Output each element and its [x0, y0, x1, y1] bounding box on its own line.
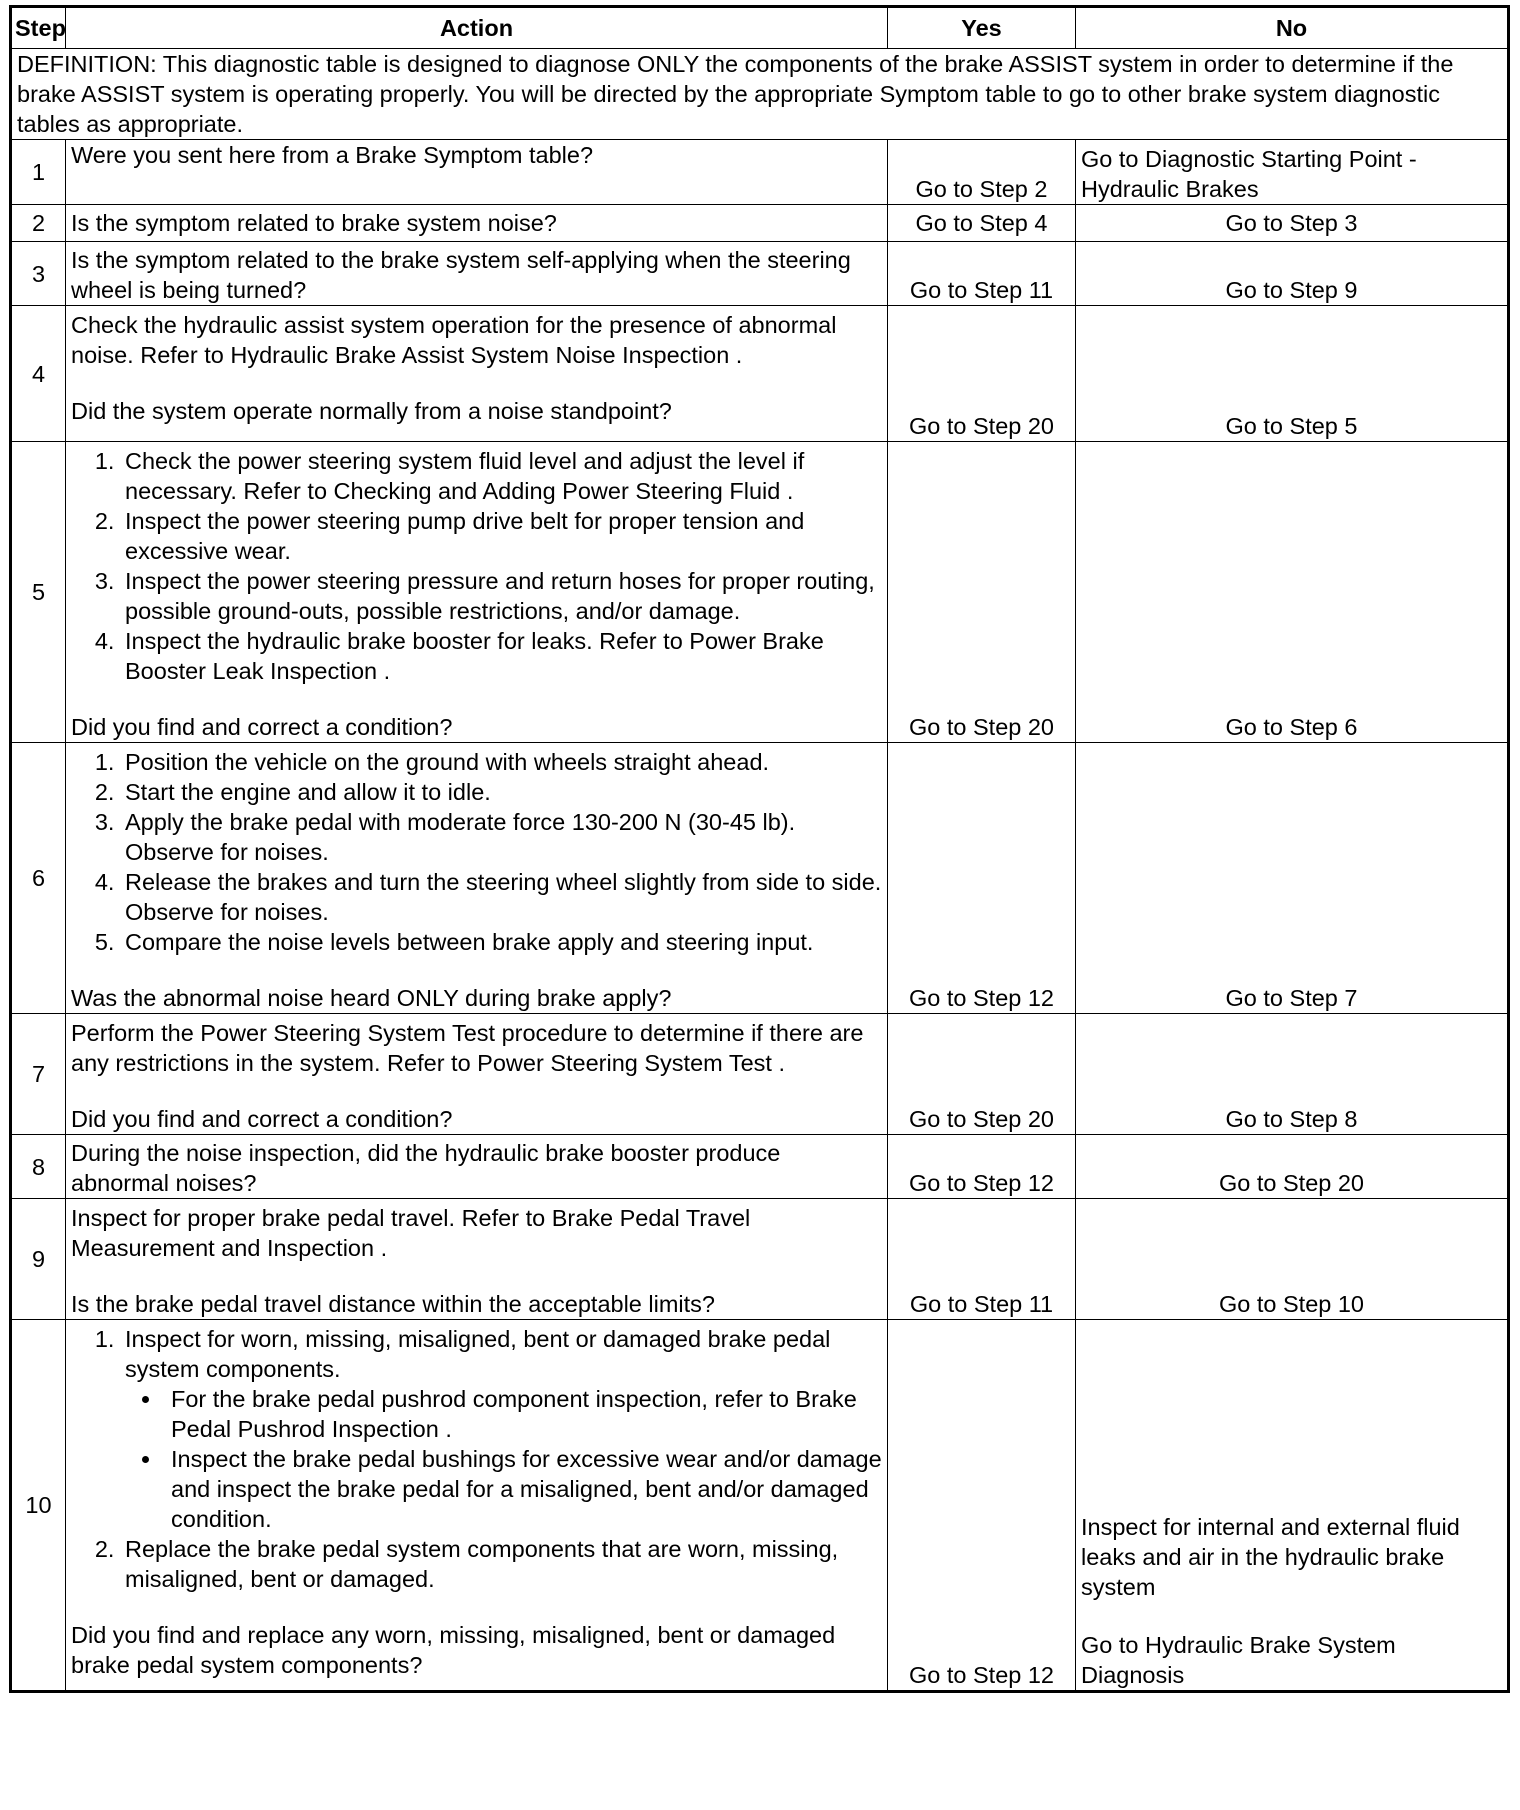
list-item: 2. Start the engine and allow it to idle.: [121, 777, 882, 807]
table-row: [11, 442, 1509, 743]
action-cell: [66, 1135, 888, 1199]
step-question: Is the symptom related to brake system noise?: [71, 210, 557, 236]
header-step: Step: [11, 7, 66, 49]
step-question: Was the abnormal noise heard ONLY during brake apply?: [71, 985, 672, 1011]
bullet-item: • Inspect the brake pedal bushings for excessive wear and/or damage and inspect the brake pedal for a misaligned, bent and/or damaged condition.: [163, 1444, 882, 1534]
step-question: Did you find and replace any worn, missing, misaligned, bent or damaged brake pedal system components?: [71, 1622, 836, 1678]
yes-cell: Go to Step 4: [888, 205, 1076, 242]
table-row: [11, 242, 1509, 306]
action-cell: [66, 242, 888, 306]
no-note: Inspect for internal and external fluid leaks and air in the hydraulic brake system: [1081, 1514, 1460, 1600]
step-question: Is the brake pedal travel distance within the acceptable limits?: [71, 1291, 715, 1317]
table-row: [11, 1320, 1509, 1692]
yes-cell: Go to Step 2: [888, 140, 1076, 205]
numbered-list: [71, 747, 882, 957]
no-cell: Go to Diagnostic Starting Point - Hydraulic Brakes: [1076, 140, 1509, 205]
yes-cell: Go to Step 11: [888, 242, 1076, 306]
bullet-list: [125, 1384, 882, 1534]
no-cell: Go to Step 8: [1076, 1014, 1509, 1135]
no-cell: Go to Step 20: [1076, 1135, 1509, 1199]
yes-cell: Go to Step 20: [888, 442, 1076, 743]
action-cell: [66, 140, 888, 205]
step-number: 2: [11, 205, 66, 242]
step-question: Were you sent here from a Brake Symptom table?: [71, 142, 594, 168]
table-row: [11, 1199, 1509, 1320]
action-cell: [66, 1199, 888, 1320]
yes-cell: Go to Step 12: [888, 1320, 1076, 1692]
list-item: [121, 1324, 882, 1534]
table-row: [11, 306, 1509, 442]
definition-row: [11, 49, 1509, 140]
no-cell: Go to Step 6: [1076, 442, 1509, 743]
list-item: 1. Position the vehicle on the ground with wheels straight ahead.: [121, 747, 882, 777]
step-number: 10: [11, 1320, 66, 1692]
header-no: No: [1076, 7, 1509, 49]
yes-cell: Go to Step 20: [888, 306, 1076, 442]
step-number: 9: [11, 1199, 66, 1320]
yes-cell: Go to Step 20: [888, 1014, 1076, 1135]
diagnostic-table: [9, 5, 1510, 1693]
yes-cell: Go to Step 12: [888, 1135, 1076, 1199]
step-question: Did the system operate normally from a noise standpoint?: [71, 398, 672, 424]
yes-cell: Go to Step 11: [888, 1199, 1076, 1320]
step-number: 6: [11, 743, 66, 1014]
no-cell: Go to Step 10: [1076, 1199, 1509, 1320]
header-yes: Yes: [888, 7, 1076, 49]
header-row: [11, 7, 1509, 49]
step-question: Did you find and correct a condition?: [71, 1106, 453, 1132]
list-item: 1. Check the power steering system fluid level and adjust the level if necessary. Refer to Checking and Adding Power Steering Fluid .: [121, 446, 882, 506]
bullet-item: • For the brake pedal pushrod component inspection, refer to Brake Pedal Pushrod Inspection .: [163, 1384, 882, 1444]
step-question: Is the symptom related to the brake system self-applying when the steering wheel is being turned?: [71, 247, 851, 303]
step-number: 7: [11, 1014, 66, 1135]
no-cell: Go to Step 3: [1076, 205, 1509, 242]
numbered-list: [71, 446, 882, 686]
action-cell: [66, 1320, 888, 1692]
table-row: [11, 140, 1509, 205]
list-item: 3. Inspect the power steering pressure and return hoses for proper routing, possible ground-outs, possible restrictions, and/or damage.: [121, 566, 882, 626]
step-number: 8: [11, 1135, 66, 1199]
list-item: 5. Compare the noise levels between brake apply and steering input.: [121, 927, 882, 957]
step-instruction: Check the hydraulic assist system operation for the presence of abnormal noise. Refer to Hydraulic Brake Assist System Noise Inspection .: [71, 312, 837, 368]
yes-cell: Go to Step 12: [888, 743, 1076, 1014]
step-number: 4: [11, 306, 66, 442]
list-item: 4. Release the brakes and turn the steering wheel slightly from side to side. Observe for noises.: [121, 867, 882, 927]
header-action: Action: [66, 7, 888, 49]
no-cell: Go to Step 7: [1076, 743, 1509, 1014]
no-cell: [1076, 1320, 1509, 1692]
list-item: 3. Apply the brake pedal with moderate force 130-200 N (30-45 lb). Observe for noises.: [121, 807, 882, 867]
no-cell: Go to Step 5: [1076, 306, 1509, 442]
step-number: 5: [11, 442, 66, 743]
action-cell: [66, 205, 888, 242]
definition-text: DEFINITION: This diagnostic table is designed to diagnose ONLY the components of the brake ASSIST system in order to determine if the brake ASSIST system is operating properly. You will be directed by the appropriate Symptom table to go to other brake system diagnostic tables as appropriate.: [11, 49, 1509, 140]
action-cell: [66, 1014, 888, 1135]
action-cell: [66, 306, 888, 442]
list-item: 2. Replace the brake pedal system components that are worn, missing, misaligned, bent or damaged.: [121, 1534, 882, 1594]
step-instruction: Perform the Power Steering System Test procedure to determine if there are any restrictions in the system. Refer to Power Steering System Test .: [71, 1020, 864, 1076]
action-cell: [66, 743, 888, 1014]
no-result: Go to Hydraulic Brake System Diagnosis: [1081, 1632, 1396, 1688]
step-number: 1: [11, 140, 66, 205]
no-cell: Go to Step 9: [1076, 242, 1509, 306]
step-question: Did you find and correct a condition?: [71, 714, 453, 740]
table-row: [11, 1014, 1509, 1135]
table-row: [11, 205, 1509, 242]
action-cell: [66, 442, 888, 743]
table-row: [11, 1135, 1509, 1199]
numbered-list: [71, 1324, 882, 1594]
list-item: 4. Inspect the hydraulic brake booster for leaks. Refer to Power Brake Booster Leak Inspection .: [121, 626, 882, 686]
step-number: 3: [11, 242, 66, 306]
table-row: [11, 743, 1509, 1014]
step-instruction: Inspect for proper brake pedal travel. Refer to Brake Pedal Travel Measurement and Inspection .: [71, 1205, 751, 1261]
list-item-text: Inspect for worn, missing, misaligned, bent or damaged brake pedal system components.: [125, 1326, 831, 1382]
step-question: During the noise inspection, did the hydraulic brake booster produce abnormal noises?: [71, 1140, 781, 1196]
list-item: 2. Inspect the power steering pump drive belt for proper tension and excessive wear.: [121, 506, 882, 566]
